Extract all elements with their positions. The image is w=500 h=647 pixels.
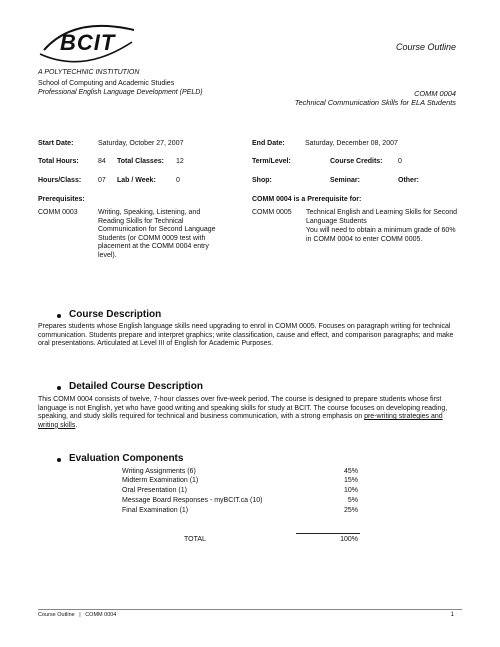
footer-rule: [38, 609, 462, 610]
evaluation-item: [122, 468, 358, 477]
end-date-value: Saturday, December 08, 2007: [305, 140, 398, 147]
evaluation-item-name: Message Board Responses - myBCIT.ca (10): [122, 497, 263, 504]
detailed-description-text: [38, 396, 462, 430]
start-date-label: Start Date:: [38, 140, 74, 147]
total-hours-label: Total Hours:: [38, 158, 79, 165]
detailed-description-end: .: [75, 421, 78, 429]
start-date-value: Saturday, October 27, 2007: [98, 140, 184, 147]
program-name: Professional English Language Development (PELD): [38, 89, 203, 96]
seminar-label: Seminar:: [330, 177, 360, 184]
shop-label: Shop:: [252, 177, 272, 184]
evaluation-item-name: Writing Assignments (6): [122, 468, 196, 475]
detailed-description-bullet: [57, 386, 61, 390]
end-date-label: End Date:: [252, 140, 285, 147]
footer-course-code: COMM 0004: [85, 612, 117, 618]
footer-doc-type: Course Outline: [38, 612, 75, 618]
course-description-text: Prepares students whose English language skills need upgrading to enrol in COMM 0005. Focuses on paragraph writing for technical communication. Students prepare and interpret graphics; write classification, cause and effect, and comparison paragraphs; and make oral presentations. Articulated at Level III of English for Academic Purposes.: [38, 323, 454, 348]
course-code: COMM 0004: [414, 89, 456, 98]
evaluation-weight: 25%: [343, 507, 358, 514]
detailed-description-body: This COMM 0004 consists of twelve, 7-hour classes over five-week period. The course is designed to prepare students whose first language is not English, yet who have good writing and speaking skills for study at BCIT. The course focuses on developing reading, speaking, and study skills required for technical and business communication, with a strong emphasis on: [38, 396, 448, 421]
lab-week-value: 0: [176, 177, 180, 184]
logo-text: BCIT: [60, 30, 116, 55]
prereq-text: Writing, Speaking, Listening, and Reading Skills for Technical Communication for Second Language Students (or COMM 0009 test with placement at the COMM 0004 entry level).: [98, 209, 216, 259]
prereq-for-code: COMM 0005: [252, 209, 292, 216]
course-credits-label: Course Credits:: [330, 158, 383, 165]
evaluation-heading: Evaluation Components: [69, 453, 184, 464]
total-hours-value: 84: [98, 158, 106, 165]
prereq-code: COMM 0003: [38, 209, 78, 216]
evaluation-item-name: Oral Presentation (1): [122, 487, 187, 494]
hours-class-label: Hours/Class:: [38, 177, 82, 184]
hours-class-value: 07: [98, 177, 106, 184]
school-name: School of Computing and Academic Studies: [38, 80, 175, 87]
course-title: Technical Communication Skills for ELA Students: [294, 98, 456, 107]
evaluation-item-name: Midterm Examination (1): [122, 477, 199, 484]
evaluation-bullet: [57, 458, 61, 462]
prereq-for-text: Technical English and Learning Skills for Second Language Students: [306, 209, 457, 225]
prereq-for-note: You will need to obtain a minimum grade of 60% in COMM 0004 to enter COMM 0005.: [306, 227, 456, 243]
detailed-description-heading: Detailed Course Description: [69, 381, 203, 392]
evaluation-weight: 15%: [343, 477, 358, 484]
course-description-heading: Course Description: [69, 309, 162, 320]
total-classes-label: Total Classes:: [117, 158, 164, 165]
course-credits-value: 0: [398, 158, 402, 165]
evaluation-weight: 45%: [343, 468, 358, 475]
footer-left: Course Outline | COMM 0004: [38, 612, 117, 618]
other-label: Other:: [398, 177, 419, 184]
bcit-logo: [34, 20, 144, 68]
evaluation-weight: 10%: [343, 487, 358, 494]
term-level-label: Term/Level:: [252, 158, 291, 165]
is-prerequisite-label: COMM 0004 is a Prerequisite for:: [252, 196, 362, 203]
course-description-bullet: [57, 314, 61, 318]
total-rule: [296, 533, 360, 534]
polytechnic-tagline: A POLYTECHNIC INSTITUTION: [38, 69, 140, 76]
writing-skills-link[interactable]: pre-writing strategies and writing skills: [38, 413, 443, 429]
evaluation-item-name: Final Examination (1): [122, 507, 189, 514]
evaluation-weight: 5%: [347, 497, 358, 504]
lab-week-label: Lab / Week:: [117, 177, 156, 184]
total-classes-value: 12: [176, 158, 184, 165]
total-label: TOTAL: [184, 536, 206, 543]
footer-page-number: 1: [450, 612, 454, 618]
doc-type: Course Outline: [395, 42, 456, 52]
prerequisites-label: Prerequisites:: [38, 196, 85, 203]
total-value: 100%: [340, 536, 358, 543]
